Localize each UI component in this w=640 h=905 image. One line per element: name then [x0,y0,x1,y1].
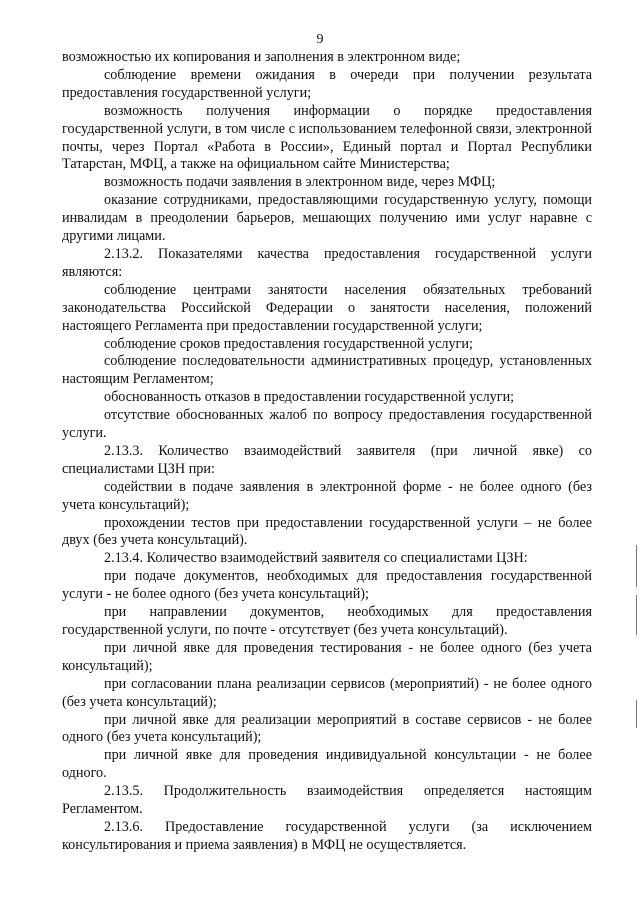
paragraph-info-access: возможность получения информации о порядке предоставления государственной услуги, в том числе с использованием телефонной связи, электронной почты, через Портал «Работа в России», Единый портал и Портал Республики Татарстан, МФЦ, а также на официальном сайте Министерства; [62,102,592,173]
paragraph-waiting-time: соблюдение времени ожидания в очереди при получении результата предоставления государственной услуги; [62,66,592,101]
scan-edge-mark [636,595,637,635]
paragraph-2-13-5: 2.13.5. Продолжительность взаимодействия определяется настоящим Регламентом. [62,783,592,818]
paragraph-no-complaints: отсутствие обоснованных жалоб по вопросу предоставления государственной услуги. [62,407,592,442]
paragraph-2-13-6: 2.13.6. Предоставление государственной услуги (за исключением консультирования и приема заявления) в МФЦ не осуществляется. [62,818,592,853]
paragraph-2-13-4: 2.13.4. Количество взаимодействий заявителя со специалистами ЦЗН: [104,550,528,567]
document-body [62,49,592,855]
paragraph-testing-visit: при личной явке для проведения тестирования - не более одного (без учета консультаций); [62,639,592,674]
paragraph-copying-filling: возможностью их копирования и заполнения в электронном виде; [62,49,461,65]
paragraph-2-13-2: 2.13.2. Показателями качества предоставления государственной услуги являются: [62,245,592,280]
paragraph-plan-approval: при согласовании плана реализации сервисов (мероприятий) - не более одного (без учета консультаций); [62,675,592,710]
paragraph-tests: прохождении тестов при предоставлении государственной услуги – не более двух (без учета консультаций). [62,514,592,549]
paragraph-refusal-validity: обоснованность отказов в предоставлении государственной услуги; [104,389,515,406]
paragraph-procedure-sequence: соблюдение последовательности административных процедур, установленных настоящим Регламентом; [62,353,592,388]
paragraph-document-submission: при подаче документов, необходимых для предоставления государственной услуги - не более одного (без учета консультаций); [62,568,592,603]
scan-edge-mark [636,700,637,728]
paragraph-electronic-application: возможность подачи заявления в электронном виде, через МФЦ; [104,174,496,191]
paragraph-services-visit: при личной явке для реализации мероприятий в составе сервисов - не более одного (без учета консультаций); [62,711,592,746]
paragraph-legal-compliance: соблюдение центрами занятости населения обязательных требований законодательства Российской Федерации о занятости населения, положений настоящего Регламента при предоставлении государственной услуги; [62,281,592,334]
paragraph-disabled-assistance: оказание сотрудниками, предоставляющими государственную услугу, помощи инвалидам в преодолении барьеров, мешающих получению ими услуг наравне с другими лицами. [62,192,592,245]
page-number: 9 [316,32,324,47]
scan-edge-mark [636,545,637,587]
paragraph-deadlines: соблюдение сроков предоставления государственной услуги; [104,335,473,352]
paragraph-document-mail: при направлении документов, необходимых для предоставления государственной услуги, по почте - отсутствует (без учета консультаций). [62,604,592,638]
paragraph-2-13-3: 2.13.3. Количество взаимодействий заявителя (при личной явке) со специалистами ЦЗН при: [62,442,592,477]
paragraph-individual-consultation: при личной явке для проведения индивидуальной консультации - не более одного. [62,747,592,782]
paragraph-electronic-form-assist: содействии в подаче заявления в электронной форме - не более одного (без учета консультаций); [62,478,592,513]
